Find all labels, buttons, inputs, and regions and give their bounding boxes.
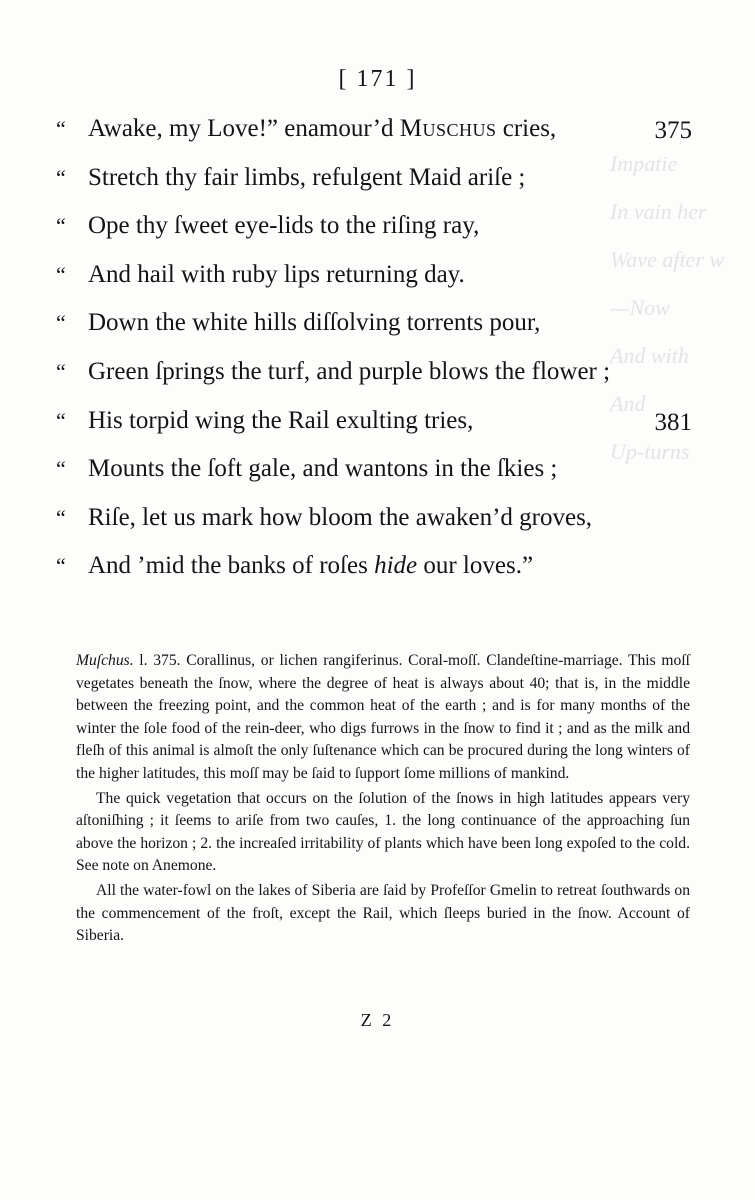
quote-mark: “ — [56, 310, 66, 336]
verse-line — [56, 542, 696, 591]
verse-line — [56, 202, 696, 251]
signature-mark: Z 2 — [360, 1010, 395, 1030]
quote-mark: “ — [56, 407, 66, 433]
footnote-paragraph: Muſchus. l. 375. Corallinus, or lichen rangiferinus. Coral-moſſ. Clandeſtine-marriage. This moſſ vegetates beneath the ſnow, where the degree of heat is always about 40; that is, in the middle between the freezing point, and the common heat of the earth ; and is for many months of the winter the ſole food of the rein-deer, who digs furrows in the ſnow to find it ; and as the milk and fleſh of this animal is almoſt the only ſuſtenance which can be procured during the long winters of the higher latitudes, this moſſ may be ſaid to ſupport ſome millions of mankind. — [76, 652, 690, 782]
line-number: 381 — [654, 408, 692, 436]
verse-text: His torpid wing the Rail exulting tries, — [88, 406, 474, 434]
quote-mark: “ — [56, 456, 66, 482]
verse-line — [56, 397, 696, 446]
verse-text: Riſe, let us mark how bloom the awaken’d groves, — [88, 503, 593, 531]
verse-line — [56, 445, 696, 494]
verse-line — [56, 299, 696, 348]
bleed-through-text: Impatie In vain her Wave after w —Now And with And Up-turns — [610, 151, 725, 464]
verse-text: Green ſprings the turf, and purple blows the flower ; — [88, 357, 611, 385]
footnote-paragraph: All the water-fowl on the lakes of Siberia are ſaid by Profeſſor Gmelin to retreat ſouthwards on the commencement of the froſt, except the Rail, which ſleeps buried in the ſnow. Account of Siberia. — [76, 881, 690, 945]
footnote-label: Muſchus. — [76, 652, 134, 669]
poem — [56, 105, 696, 591]
quote-mark: “ — [56, 358, 66, 384]
quote-mark: “ — [56, 213, 66, 239]
verse-line — [56, 251, 696, 300]
quote-mark: “ — [56, 261, 66, 287]
small-caps-name: Muschus — [399, 115, 497, 142]
verse-line — [56, 348, 696, 397]
footnote-paragraph: The quick vegetation that occurs on the ſolution of the ſnows in high latitudes appears very aſtoniſhing ; it ſeems to ariſe from two cauſes, 1. the long continuance of the approaching ſun above the horizon ; 2. the increaſed irritability of plants which have been long expoſed to the cold. See note on Anemone. — [76, 789, 690, 875]
verse-text: Awake, my Love!” enamour’d Muschus cries, — [88, 115, 557, 142]
verse-line — [56, 105, 696, 154]
footnotes — [76, 650, 690, 948]
quote-mark: “ — [56, 553, 66, 579]
verse-line — [56, 154, 696, 203]
verse-text: And ’mid the banks of roſes hide our loves.” — [88, 552, 534, 580]
italic-word: hide — [374, 552, 418, 580]
quote-mark: “ — [56, 504, 66, 530]
quote-mark: “ — [56, 116, 66, 141]
verse-text: Mounts the ſoft gale, and wantons in the ſkies ; — [88, 455, 558, 483]
page-number: [ 171 ] — [338, 66, 417, 92]
verse-text: Down the white hills diſſolving torrents pour, — [88, 309, 541, 337]
verse-text: And hail with ruby lips returning day. — [88, 260, 465, 288]
line-number: 375 — [654, 117, 692, 144]
quote-mark: “ — [56, 164, 66, 190]
verse-text: Ope thy ſweet eye-lids to the riſing ray, — [88, 212, 480, 240]
verse-text: Stretch thy fair limbs, refulgent Maid ariſe ; — [88, 163, 526, 191]
verse-line — [56, 494, 696, 543]
